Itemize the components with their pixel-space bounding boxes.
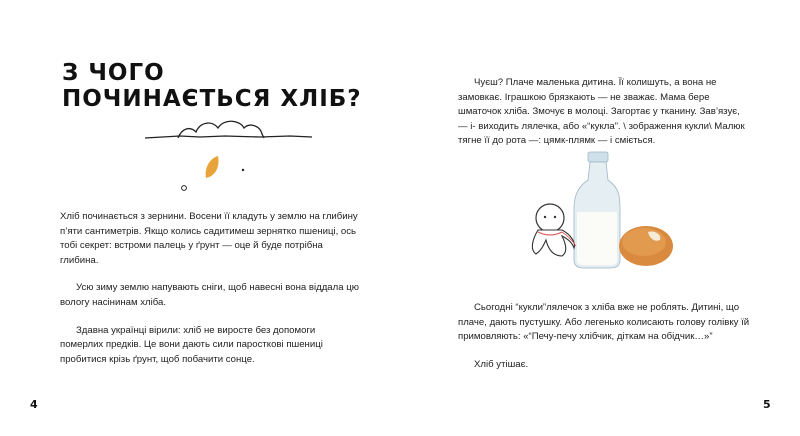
bread-doll-icon [532,204,576,256]
page-title: З ЧОГО ПОЧИНАЄТЬСЯ ХЛІБ? [62,60,362,112]
page-number: 5 [763,398,771,411]
page-number: 4 [30,398,38,411]
right-body-text-bottom [458,301,750,372]
paragraph: Здавна українці вірили: хліб не виросте без допомоги померлих предків. Це вони дають сили паросткові пшениці пробитися крізь ґрунт, щоб побачити сонце. [60,324,323,365]
seed-in-soil-illustration [140,110,320,195]
paragraph: Хліб починається з зернини. Восени її кладуть у землю на глибину п’яти сантиметрів. Якщо колись садитимеш зернятко пшениці, ось тобі секрет: встроми палець у ґрунт — оце й буде потрібна глибина. [60,211,358,266]
paragraph: Чуєш? Плаче маленька дитина. Її колишуть, а вона не замовкає. Іграшкою брязкають — не зважає. Мама бере шматочок хліба. Змочує в молоці. Загортає у тканину. Зав’язує, — і- виходить лялечка, або «“кукла”. \ зображення кукли\ Малюк тягне її до рота —: цямк-плямк — і сміється. [458,77,745,147]
soil-mound [178,121,264,138]
ground-line [145,136,312,138]
pebble [242,169,244,171]
pebble [182,186,187,191]
left-body-text [60,210,360,367]
milk-bottle-icon [574,152,620,268]
bread-doll-and-milk-illustration [520,150,675,275]
seed-icon [206,156,219,178]
paragraph: Хліб утішає. [474,358,529,370]
paragraph: Сьогодні “кукли”лялечок з хліба вже не роблять. Дитині, що плаче, дають пустушку. Або легенько колисають голову голівку їй примовляють: «“Печу-печу хлібчик, діткам на обідчик…»” [458,302,750,343]
right-body-text-top [458,76,750,149]
bread-bun-icon [619,226,673,266]
paragraph: Усю зиму землю напувають сніги, щоб навесні вона віддала цю вологу насінинам хліба. [60,282,359,308]
